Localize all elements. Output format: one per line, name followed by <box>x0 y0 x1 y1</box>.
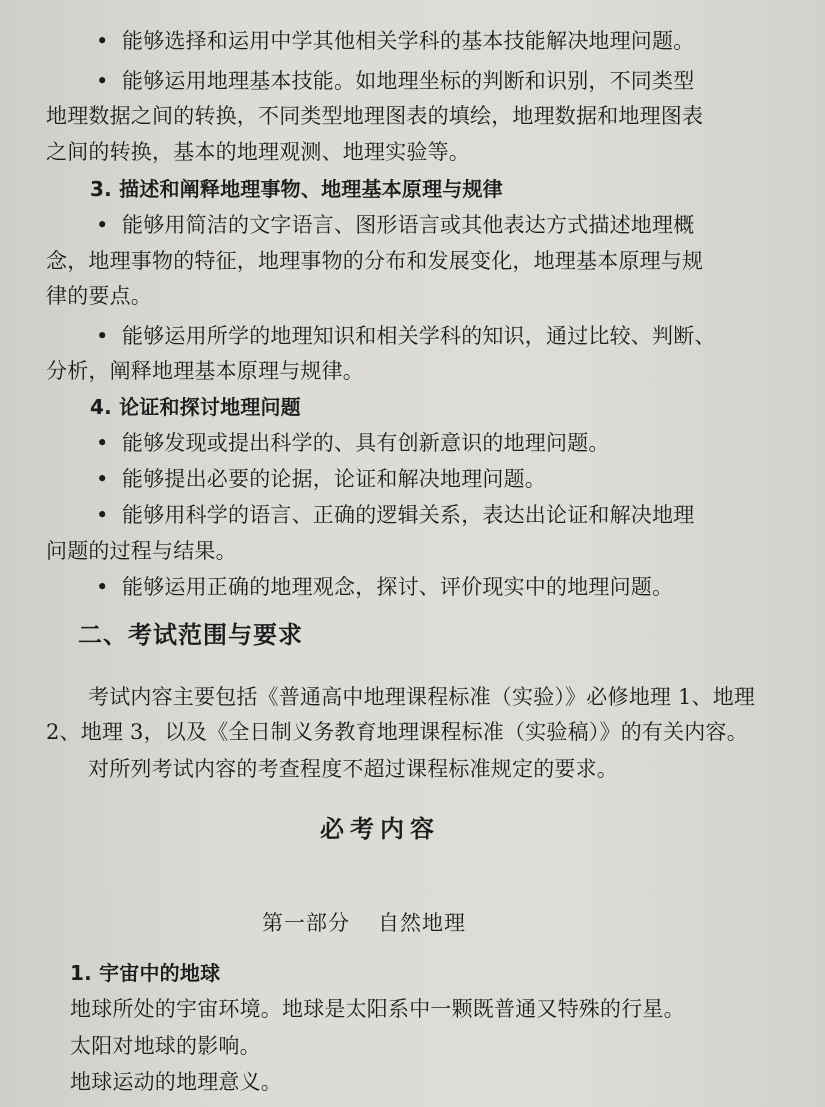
bullet-line <box>96 210 694 240</box>
paragraph-line: 地理数据之间的转换，不同类型地理图表的填绘，地理数据和地理图表 <box>46 104 704 128</box>
bullet-text: 能够运用所学的地理知识和相关学科的知识，通过比较、判断、 <box>122 324 716 348</box>
bullet-text: 能够用简洁的文字语言、图形语言或其他表达方式描述地理概 <box>122 213 695 237</box>
paragraph-line: 太阳对地球的影响。 <box>70 1034 261 1058</box>
bullet-dot: • <box>96 324 109 348</box>
bullet-dot: • <box>96 575 109 599</box>
bullet-line <box>96 572 673 602</box>
bullet-text: 能够选择和运用中学其他相关学科的基本技能解决地理问题。 <box>122 29 695 53</box>
paragraph-line: 之间的转换，基本的地理观测、地理实验等。 <box>46 140 470 164</box>
subsection-heading: 4. 论证和探讨地理问题 <box>90 395 301 419</box>
bullet-dot: • <box>96 467 109 491</box>
bullet-line <box>96 464 546 494</box>
paragraph-line: 地球运动的地理意义。 <box>70 1070 282 1094</box>
paragraph-line: 2、地理 3，以及《全日制义务教育地理课程标准（实验稿）》的有关内容。 <box>46 720 748 744</box>
bullet-line <box>96 500 694 530</box>
paragraph-line: 地球所处的宇宙环境。地球是太阳系中一颗既普通又特殊的行星。 <box>70 997 685 1021</box>
bullet-text: 能够提出必要的论据，论证和解决地理问题。 <box>122 467 546 491</box>
bullet-text: 能够发现或提出科学的、具有创新意识的地理问题。 <box>122 431 610 455</box>
subsection-heading: 3. 描述和阐释地理事物、地理基本原理与规律 <box>90 177 503 201</box>
bullet-line <box>96 66 694 96</box>
bullet-line <box>96 26 694 56</box>
bullet-text: 能够运用正确的地理观念，探讨、评价现实中的地理问题。 <box>122 575 674 599</box>
part-heading <box>262 908 466 938</box>
paragraph-line: 问题的过程与结果。 <box>46 539 237 563</box>
bullet-text: 能够用科学的语言、正确的逻辑关系，表达出论证和解决地理 <box>122 503 695 527</box>
paragraph-line: 念，地理事物的特征，地理事物的分布和发展变化，地理基本原理与规 <box>46 249 704 273</box>
paragraph-line: 律的要点。 <box>46 284 152 308</box>
topic-heading: 1. 宇宙中的地球 <box>70 961 221 985</box>
paragraph-line: 分析，阐释地理基本原理与规律。 <box>46 359 364 383</box>
bullet-dot: • <box>96 69 109 93</box>
bullet-dot: • <box>96 213 109 237</box>
part-name: 自然地理 <box>378 911 466 935</box>
bullet-line <box>96 428 610 458</box>
bullet-line <box>96 321 716 351</box>
bullet-dot: • <box>96 503 109 527</box>
section-heading: 二、考试范围与要求 <box>78 621 303 649</box>
bullet-dot: • <box>96 431 109 455</box>
bullet-text: 能够运用地理基本技能。如地理坐标的判断和识别，不同类型 <box>122 69 695 93</box>
required-content-heading: 必考内容 <box>320 814 440 843</box>
paragraph-line: 考试内容主要包括《普通高中地理课程标准（实验）》必修地理 1、地理 <box>88 685 756 709</box>
bullet-dot: • <box>96 29 109 53</box>
part-number: 第一部分 <box>262 911 350 935</box>
paragraph-line: 对所列考试内容的考查程度不超过课程标准规定的要求。 <box>88 757 618 781</box>
